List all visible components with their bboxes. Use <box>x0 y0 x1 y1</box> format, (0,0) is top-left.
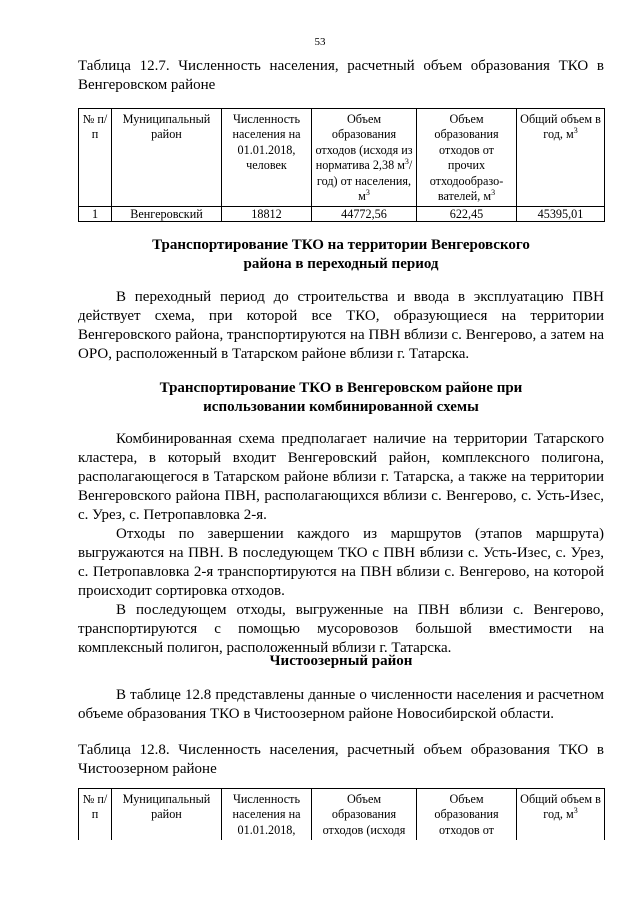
section-heading-combined: Транспортирование ТКО в Венгеровском районе при использовании комбинированной схемы <box>159 380 523 415</box>
cell-population: 18812 <box>222 207 312 222</box>
table-12-8-caption: Таблица 12.8. Численность населения, расчетный объем образования ТКО в Чистоозерном районе <box>78 742 604 777</box>
header-total: Общий объем в год, $м^3$ <box>517 109 605 207</box>
section-body-combined <box>78 430 604 658</box>
cell-district: Венгеровский <box>112 207 222 222</box>
table-12-7-caption: Таблица 12.7. Численность населения, расчетный объем образования ТКО в Венгеровском районе <box>78 58 604 93</box>
cell-num: 1 <box>79 207 112 222</box>
cell-norm-volume: 44772,56 <box>312 207 417 222</box>
section-heading-chistoozerny: Чистоозерный район <box>269 653 413 669</box>
cell-total: 45395,01 <box>517 207 605 222</box>
cell-other-volume: 622,45 <box>417 207 517 222</box>
table-header-row <box>79 109 605 207</box>
header-district: Муниципальный район <box>112 789 222 869</box>
header-other-volume: Объем образования отходов от <box>417 789 517 869</box>
paragraph: В таблице 12.8 представлены данные о численности населения и расчетном объеме образования ТКО в Чистоозерном районе Новосибирской области. <box>78 687 604 722</box>
header-norm-volume: Объем образования отходов (исходя <box>312 789 417 869</box>
header-other-volume: Объем образования отходов от прочих отходообразо-вателей, $м^3$ <box>417 109 517 207</box>
header-norm-volume: Объем образования отходов (исходя из норматива 2,38 $м^3/год$) от населения, $м^3$ <box>312 109 417 207</box>
section-heading-transitional: Транспортирование ТКО на территории Венгеровского района в переходный период <box>152 237 530 272</box>
header-population: Численность населения на 01.01.2018, человек <box>222 109 312 207</box>
page-bottom-edge <box>0 840 640 905</box>
table-row <box>79 207 605 222</box>
header-total: Общий объем в год, $м^3$ <box>517 789 605 869</box>
header-num: № п/п <box>79 109 112 207</box>
paragraph: В переходный период до строительства и ввода в эксплуатацию ПВН действует схема, при которой все ТКО, образующиеся на территории Венгеровского района, транспортируются на ПВН вблизи с. Венгерово, а затем на ОРО, расположенный в Татарском районе вблизи г. Татарска. <box>78 289 604 362</box>
paragraph: Отходы по завершении каждого из маршрутов (этапов маршрута) выгружаются на ПВН. В последующем ТКО с ПВН вблизи с. Усть-Изес, с. Урез, с. Петропавловка 2-я транспортируются на ПВН вблизи с. Венгерово, на которой происходит сортировка отходов. <box>78 526 604 599</box>
section-body-transitional <box>78 288 604 364</box>
page-number: 53 <box>314 36 326 48</box>
header-num: № п/п <box>79 789 112 869</box>
header-population: Численность населения на 01.01.2018, <box>222 789 312 869</box>
header-district: Муниципальный район <box>112 109 222 207</box>
paragraph: Комбинированная схема предполагает наличие на территории Татарского кластера, в который входит Венгеровский район, комплексного полигона, располагающегося в Татарском районе вблизи г. Татарска, а также на территории Венгеровского района ПВН, располагающихся вблизи с. Венгерово, с. Усть-Изес, с. Урез, с. Петропавловка 2-я. <box>78 431 604 523</box>
table-12-7 <box>78 108 605 222</box>
paragraph: В последующем отходы, выгруженные на ПВН вблизи с. Венгерово, транспортируются с помощью мусоровозов большой вместимости на комплексный полигон, расположенный вблизи г. Татарска. <box>78 602 604 656</box>
section-body-chistoozerny <box>78 686 604 724</box>
